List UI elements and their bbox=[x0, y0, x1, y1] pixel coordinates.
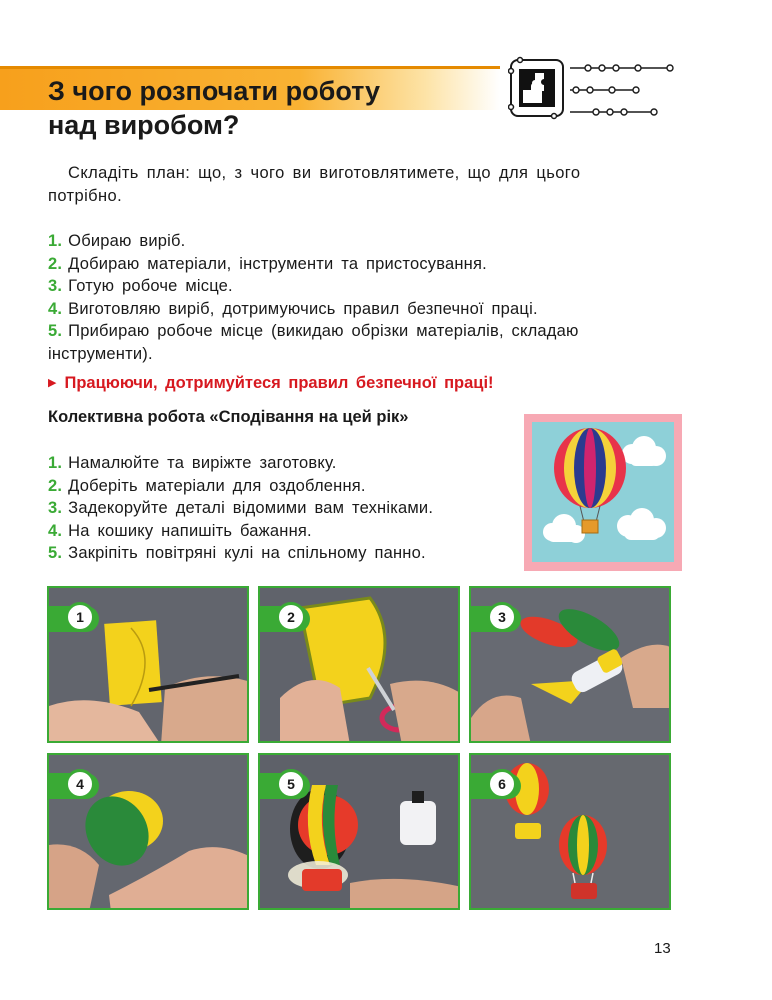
step-text: Обираю виріб. bbox=[68, 232, 186, 250]
header-line bbox=[0, 66, 500, 69]
step-number: 3. bbox=[48, 499, 63, 517]
step-photo-1 bbox=[47, 586, 249, 743]
step-number: 2. bbox=[48, 476, 63, 495]
sample-panel-image bbox=[524, 414, 682, 571]
circuit-lines-icon bbox=[566, 58, 676, 120]
step-text: Готую робоче місце. bbox=[68, 277, 233, 295]
group-work-steps-list bbox=[48, 452, 518, 565]
plan-steps-list bbox=[48, 230, 638, 365]
list-item bbox=[48, 298, 638, 321]
list-item bbox=[48, 230, 638, 253]
step-number-badge: 6 bbox=[487, 769, 517, 799]
step-number: 3. bbox=[48, 277, 63, 295]
step-number-badge: 5 bbox=[276, 769, 306, 799]
step-number-badge: 2 bbox=[276, 602, 306, 632]
step-number: 5. bbox=[48, 322, 63, 340]
page-number: 13 bbox=[654, 940, 671, 957]
list-item bbox=[48, 497, 518, 520]
step-text: Виготовляю виріб, дотримуючись правил безпечної праці. bbox=[68, 299, 538, 318]
page-title-line-1: З чого розпочати роботу bbox=[48, 76, 381, 106]
step-text: Добираю матеріали, інструменти та пристосування. bbox=[68, 254, 487, 273]
step-number: 1. bbox=[48, 454, 63, 472]
step-photo-2 bbox=[258, 586, 460, 743]
step-photo-3 bbox=[469, 586, 671, 743]
step-text: Доберіть матеріали для оздоблення. bbox=[68, 476, 366, 495]
safety-warning bbox=[48, 374, 494, 393]
step-photo-4 bbox=[47, 753, 249, 910]
list-item bbox=[48, 275, 638, 298]
step-number: 5. bbox=[48, 544, 63, 562]
list-item bbox=[48, 520, 518, 543]
step-photo-6 bbox=[469, 753, 671, 910]
page-title-line-2: над виробом? bbox=[48, 110, 240, 140]
list-item bbox=[48, 253, 638, 276]
page-title bbox=[48, 74, 380, 142]
puzzle-icon bbox=[508, 55, 566, 121]
list-item bbox=[48, 475, 518, 498]
group-work-title: Колективна робота «Сподівання на цей рік» bbox=[48, 408, 409, 426]
step-photo-5 bbox=[258, 753, 460, 910]
list-item bbox=[48, 452, 518, 475]
step-number: 4. bbox=[48, 299, 63, 318]
step-number-badge: 1 bbox=[65, 602, 95, 632]
step-text: Намалюйте та виріжте заготовку. bbox=[68, 454, 337, 472]
step-number: 1. bbox=[48, 232, 63, 250]
step-text: Закріпіть повітряні кулі на спільному панно. bbox=[68, 544, 426, 562]
step-text: На кошику напишіть бажання. bbox=[68, 521, 312, 540]
warning-text: Працюючи, дотримуйтеся правил безпечної праці! bbox=[64, 374, 494, 392]
hot-air-balloon-panel-illustration bbox=[524, 414, 682, 571]
step-number-badge: 3 bbox=[487, 602, 517, 632]
step-number: 2. bbox=[48, 254, 63, 273]
list-item bbox=[48, 542, 518, 565]
step-text: Прибираю робоче місце (викидаю обрізки матеріалів, складаю інструменти). bbox=[48, 322, 579, 363]
step-text: Задекоруйте деталі відомими вам техніками. bbox=[68, 499, 434, 517]
triangle-bullet-icon: ▶ bbox=[48, 377, 57, 389]
step-number-badge: 4 bbox=[65, 769, 95, 799]
list-item bbox=[48, 320, 638, 365]
intro-text: Складіть план: що, з чого ви виготовлятимете, що для цього потрібно. bbox=[48, 164, 581, 205]
step-number: 4. bbox=[48, 521, 63, 540]
